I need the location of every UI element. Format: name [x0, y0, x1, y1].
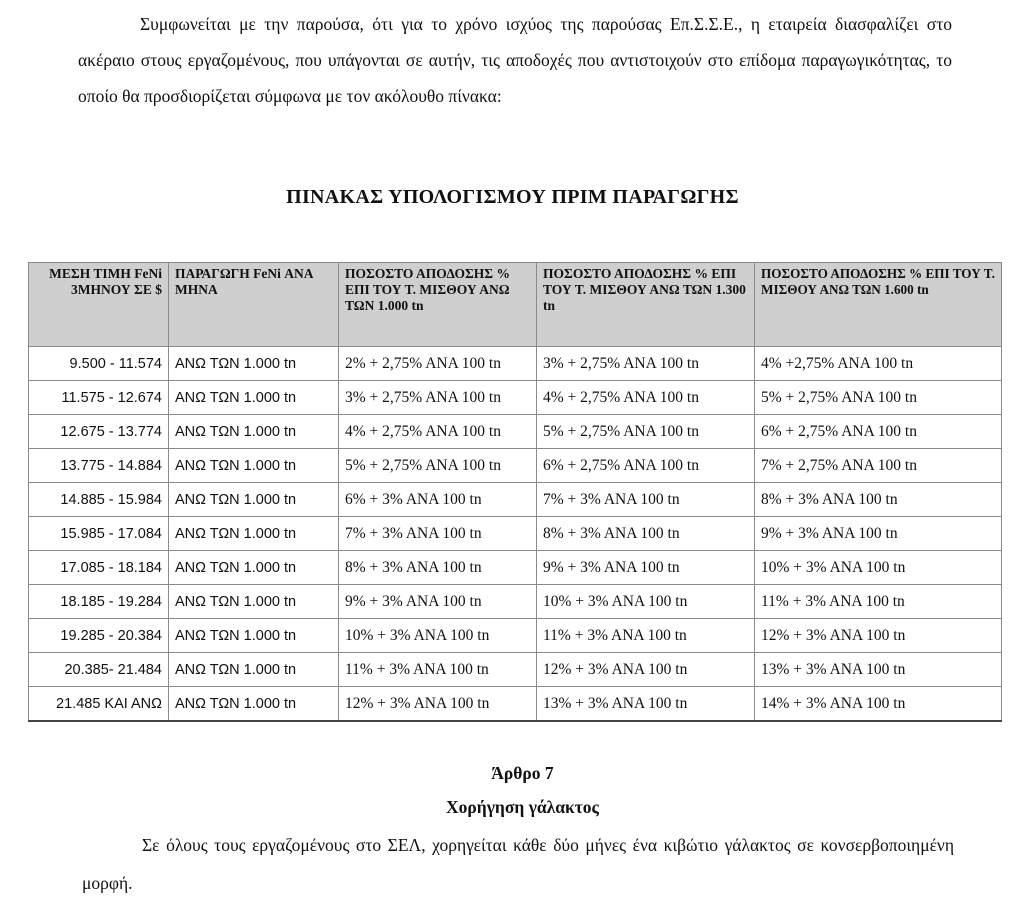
cell-rate-1600: 11% + 3% ΑΝΑ 100 tn [755, 585, 1002, 619]
cell-avg-price: 21.485 ΚΑΙ ΑΝΩ [29, 687, 169, 722]
cell-avg-price: 20.385- 21.484 [29, 653, 169, 687]
cell-rate-1300: 9% + 3% ΑΝΑ 100 tn [537, 551, 755, 585]
table-body [29, 347, 1002, 722]
cell-avg-price: 12.675 - 13.774 [29, 415, 169, 449]
cell-rate-1000: 3% + 2,75% ΑΝΑ 100 tn [339, 381, 537, 415]
cell-rate-1300: 12% + 3% ΑΝΑ 100 tn [537, 653, 755, 687]
cell-rate-1000: 10% + 3% ΑΝΑ 100 tn [339, 619, 537, 653]
cell-rate-1300: 10% + 3% ΑΝΑ 100 tn [537, 585, 755, 619]
header-production: ΠΑΡΑΓΩΓΗ FeNi ΑΝΑ ΜΗΝΑ [169, 263, 339, 347]
production-bonus-table [28, 262, 1002, 722]
cell-rate-1000: 11% + 3% ΑΝΑ 100 tn [339, 653, 537, 687]
cell-rate-1000: 6% + 3% ΑΝΑ 100 tn [339, 483, 537, 517]
table-row [29, 653, 1002, 687]
cell-rate-1000: 9% + 3% ΑΝΑ 100 tn [339, 585, 537, 619]
cell-rate-1600: 5% + 2,75% ΑΝΑ 100 tn [755, 381, 1002, 415]
table-header-row [29, 263, 1002, 347]
cell-production: ΑΝΩ ΤΩΝ 1.000 tn [169, 483, 339, 517]
cell-rate-1300: 3% + 2,75% ΑΝΑ 100 tn [537, 347, 755, 381]
cell-rate-1600: 14% + 3% ΑΝΑ 100 tn [755, 687, 1002, 722]
intro-paragraph [78, 6, 952, 114]
cell-avg-price: 18.185 - 19.284 [29, 585, 169, 619]
article-title: Χορήγηση γάλακτος [446, 797, 599, 817]
cell-production: ΑΝΩ ΤΩΝ 1.000 tn [169, 551, 339, 585]
cell-rate-1300: 4% + 2,75% ΑΝΑ 100 tn [537, 381, 755, 415]
table-row [29, 687, 1002, 722]
cell-rate-1600: 13% + 3% ΑΝΑ 100 tn [755, 653, 1002, 687]
table-row [29, 483, 1002, 517]
cell-rate-1600: 7% + 2,75% ΑΝΑ 100 tn [755, 449, 1002, 483]
cell-rate-1000: 7% + 3% ΑΝΑ 100 tn [339, 517, 537, 551]
header-rate-1000: ΠΟΣΟΣΤΟ ΑΠΟΔΟΣΗΣ % ΕΠΙ ΤΟΥ Τ. ΜΙΣΘΟΥ ΑΝΩ ΤΩΝ 1.000 tn [339, 263, 537, 347]
cell-rate-1600: 6% + 2,75% ΑΝΑ 100 tn [755, 415, 1002, 449]
cell-rate-1000: 8% + 3% ΑΝΑ 100 tn [339, 551, 537, 585]
article-number: Άρθρο 7 [491, 763, 554, 783]
header-avg-price: ΜΕΣΗ ΤΙΜΗ FeNi 3ΜΗΝΟΥ ΣΕ $ [29, 263, 169, 347]
cell-rate-1300: 11% + 3% ΑΝΑ 100 tn [537, 619, 755, 653]
table-title: ΠΙΝΑΚΑΣ ΥΠΟΛΟΓΙΣΜΟΥ ΠΡΙΜ ΠΑΡΑΓΩΓΗΣ [286, 186, 739, 208]
cell-rate-1000: 4% + 2,75% ΑΝΑ 100 tn [339, 415, 537, 449]
header-rate-1300: ΠΟΣΟΣΤΟ ΑΠΟΔΟΣΗΣ % ΕΠΙ ΤΟΥ Τ. ΜΙΣΘΟΥ ΑΝΩ ΤΩΝ 1.300 tn [537, 263, 755, 347]
cell-avg-price: 15.985 - 17.084 [29, 517, 169, 551]
cell-production: ΑΝΩ ΤΩΝ 1.000 tn [169, 653, 339, 687]
intro-text: Συμφωνείται με την παρούσα, ότι για το χρόνο ισχύος της παρούσας Επ.Σ.Σ.Ε., η εταιρεία διασφαλίζει στο ακέραιο στους εργαζομένους, που υπάγονται σε αυτήν, τις αποδοχές που αντιστοιχούν στο επίδομα παραγωγικότητας, το οποίο θα προσδιορίζεται σύμφωνα με τον ακόλουθο πίνακα: [78, 14, 952, 106]
cell-rate-1600: 12% + 3% ΑΝΑ 100 tn [755, 619, 1002, 653]
cell-avg-price: 17.085 - 18.184 [29, 551, 169, 585]
cell-rate-1600: 4% +2,75% ΑΝΑ 100 tn [755, 347, 1002, 381]
cell-avg-price: 19.285 - 20.384 [29, 619, 169, 653]
cell-rate-1600: 8% + 3% ΑΝΑ 100 tn [755, 483, 1002, 517]
table-row [29, 551, 1002, 585]
table-row [29, 347, 1002, 381]
cell-avg-price: 9.500 - 11.574 [29, 347, 169, 381]
cell-production: ΑΝΩ ΤΩΝ 1.000 tn [169, 415, 339, 449]
cell-rate-1300: 13% + 3% ΑΝΑ 100 tn [537, 687, 755, 722]
table-row [29, 517, 1002, 551]
cell-production: ΑΝΩ ΤΩΝ 1.000 tn [169, 687, 339, 722]
cell-production: ΑΝΩ ΤΩΝ 1.000 tn [169, 347, 339, 381]
cell-rate-1600: 9% + 3% ΑΝΑ 100 tn [755, 517, 1002, 551]
cell-rate-1000: 12% + 3% ΑΝΑ 100 tn [339, 687, 537, 722]
cell-rate-1000: 2% + 2,75% ΑΝΑ 100 tn [339, 347, 537, 381]
cell-avg-price: 13.775 - 14.884 [29, 449, 169, 483]
cell-rate-1000: 5% + 2,75% ΑΝΑ 100 tn [339, 449, 537, 483]
table-row [29, 449, 1002, 483]
cell-rate-1300: 8% + 3% ΑΝΑ 100 tn [537, 517, 755, 551]
cell-production: ΑΝΩ ΤΩΝ 1.000 tn [169, 381, 339, 415]
cell-production: ΑΝΩ ΤΩΝ 1.000 tn [169, 585, 339, 619]
cell-avg-price: 11.575 - 12.674 [29, 381, 169, 415]
table-row [29, 619, 1002, 653]
table-row [29, 381, 1002, 415]
cell-production: ΑΝΩ ΤΩΝ 1.000 tn [169, 619, 339, 653]
cell-rate-1300: 5% + 2,75% ΑΝΑ 100 tn [537, 415, 755, 449]
article-text: Σε όλους τους εργαζομένους στο ΣΕΛ, χορηγείται κάθε δύο μήνες ένα κιβώτιο γάλακτος σε κονσερβοποιημένη μορφή. [82, 835, 954, 893]
article-paragraph [82, 826, 954, 902]
cell-production: ΑΝΩ ΤΩΝ 1.000 tn [169, 517, 339, 551]
cell-avg-price: 14.885 - 15.984 [29, 483, 169, 517]
cell-rate-1300: 7% + 3% ΑΝΑ 100 tn [537, 483, 755, 517]
cell-rate-1300: 6% + 2,75% ΑΝΑ 100 tn [537, 449, 755, 483]
table-row [29, 585, 1002, 619]
table-row [29, 415, 1002, 449]
cell-production: ΑΝΩ ΤΩΝ 1.000 tn [169, 449, 339, 483]
cell-rate-1600: 10% + 3% ΑΝΑ 100 tn [755, 551, 1002, 585]
header-rate-1600: ΠΟΣΟΣΤΟ ΑΠΟΔΟΣΗΣ % ΕΠΙ ΤΟΥ Τ. ΜΙΣΘΟΥ ΑΝΩ ΤΩΝ 1.600 tn [755, 263, 1002, 347]
